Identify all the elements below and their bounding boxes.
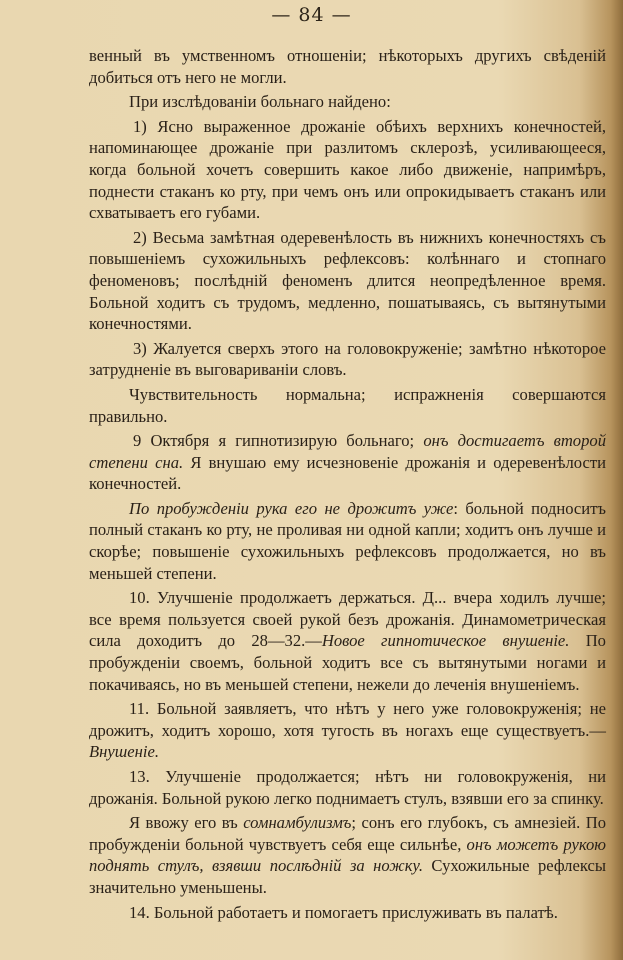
text-run: Я ввожу его въ	[129, 813, 244, 833]
text-run: Сухожильные рефлексы значительно уменьшены.	[89, 856, 606, 897]
text-run: 3) Жалуется сверхъ этого на головокруженіе; замѣтно нѣкоторое затрудненіе въ выговариваніи словъ.	[89, 338, 606, 380]
paragraph	[89, 430, 606, 495]
paragraph	[89, 91, 606, 113]
paragraph	[89, 587, 606, 695]
paragraph	[89, 766, 606, 809]
paragraph	[89, 812, 606, 898]
text-run: : больной подноситъ полный стаканъ ко рту, не проливая ни одной капли; ходитъ онъ лучше и скорѣе; повышеніе сухожильныхъ рефлексовъ продолжается, но въ меньшей степени.	[89, 498, 606, 583]
italic-text: По пробужденіи рука его не дрожитъ уже	[129, 498, 454, 518]
paragraph	[89, 902, 606, 924]
paragraph	[89, 338, 606, 381]
page-number: — 84 —	[271, 4, 352, 26]
paragraph	[89, 384, 606, 427]
text-run: При изслѣдованіи больнаго найдено:	[129, 92, 391, 112]
text-run: Чувствительность нормальна; испражненія совершаются правильно.	[89, 384, 606, 426]
paragraph	[89, 498, 606, 584]
paragraph	[89, 698, 606, 763]
text-run: венный въ умственномъ отношеніи; нѣкоторыхъ другихъ свѣденій добиться отъ него не могли.	[89, 46, 606, 87]
paragraph	[89, 227, 606, 335]
italic-text: сомнамбулизмъ	[243, 813, 352, 833]
italic-text: Новое гипнотическое внушеніе.	[321, 631, 570, 651]
text-run: 9 Октября я гипнотизирую больнаго;	[133, 431, 424, 451]
text-run: 11. Больной заявляетъ, что нѣтъ у него уже головокруженія; не дрожитъ, ходитъ хорошо, хотя тугость въ ногахъ еще существуетъ.—	[89, 699, 606, 740]
text-run: 2) Весьма замѣтная одеревенѣлость въ нижнихъ конечностяхъ съ повышеніемъ сухожильныхъ рефлексовъ: колѣннаго и стопнаго феноменовъ; послѣдній феноменъ длится неопредѣленное время. Больной ходитъ съ трудомъ, медленно, пошатываясь, съ вытянутыми конечностями.	[89, 227, 606, 334]
text-run: 10. Улучшеніе продолжаетъ держаться. Д... вчера ходилъ лучше; все время пользуется своей рукой безъ дрожанія. Динамометрическая сила доходитъ до 28—32.—	[89, 588, 606, 651]
text-run: ; сонъ его глубокъ, съ амнезіей. По пробужденіи больной чувствуетъ себя еще сильнѣе,	[89, 813, 606, 854]
text-run: 14. Больной работаетъ и помогаетъ прислуживать въ палатѣ.	[129, 902, 558, 922]
italic-text: Внушеніе.	[89, 742, 159, 762]
paragraph	[89, 45, 606, 88]
italic-text: онъ достигаетъ второй степени сна.	[89, 431, 606, 472]
text-run: 1) Ясно выраженное дрожаніе обѣихъ верхнихъ конечностей, напоминающее дрожаніе при разлитомъ склерозѣ, усиливающееся, когда больной хочетъ совершить какое либо движеніе, напримѣръ, поднести стаканъ ко рту, при чемъ онъ или опрокидываетъ стаканъ или схватываетъ его губами.	[89, 116, 606, 223]
body-text	[89, 45, 606, 926]
italic-text: онъ можетъ рукою поднять стулъ, взявши послѣдній за ножку.	[89, 834, 606, 876]
text-run: Я внушаю ему исчезновеніе дрожанія и одеревенѣлости конечностей.	[89, 452, 606, 494]
text-run: 13. Улучшеніе продолжается; нѣтъ ни головокруженія, ни дрожанія. Больной рукою легко поднимаетъ стулъ, взявши его за спинку.	[89, 767, 606, 808]
text-run: По пробужденіи своемъ, больной ходитъ все съ вытянутыми ногами и покачиваясь, но въ меньшей степени, нежели до леченія внушеніемъ.	[89, 631, 606, 694]
paragraph	[89, 116, 606, 224]
